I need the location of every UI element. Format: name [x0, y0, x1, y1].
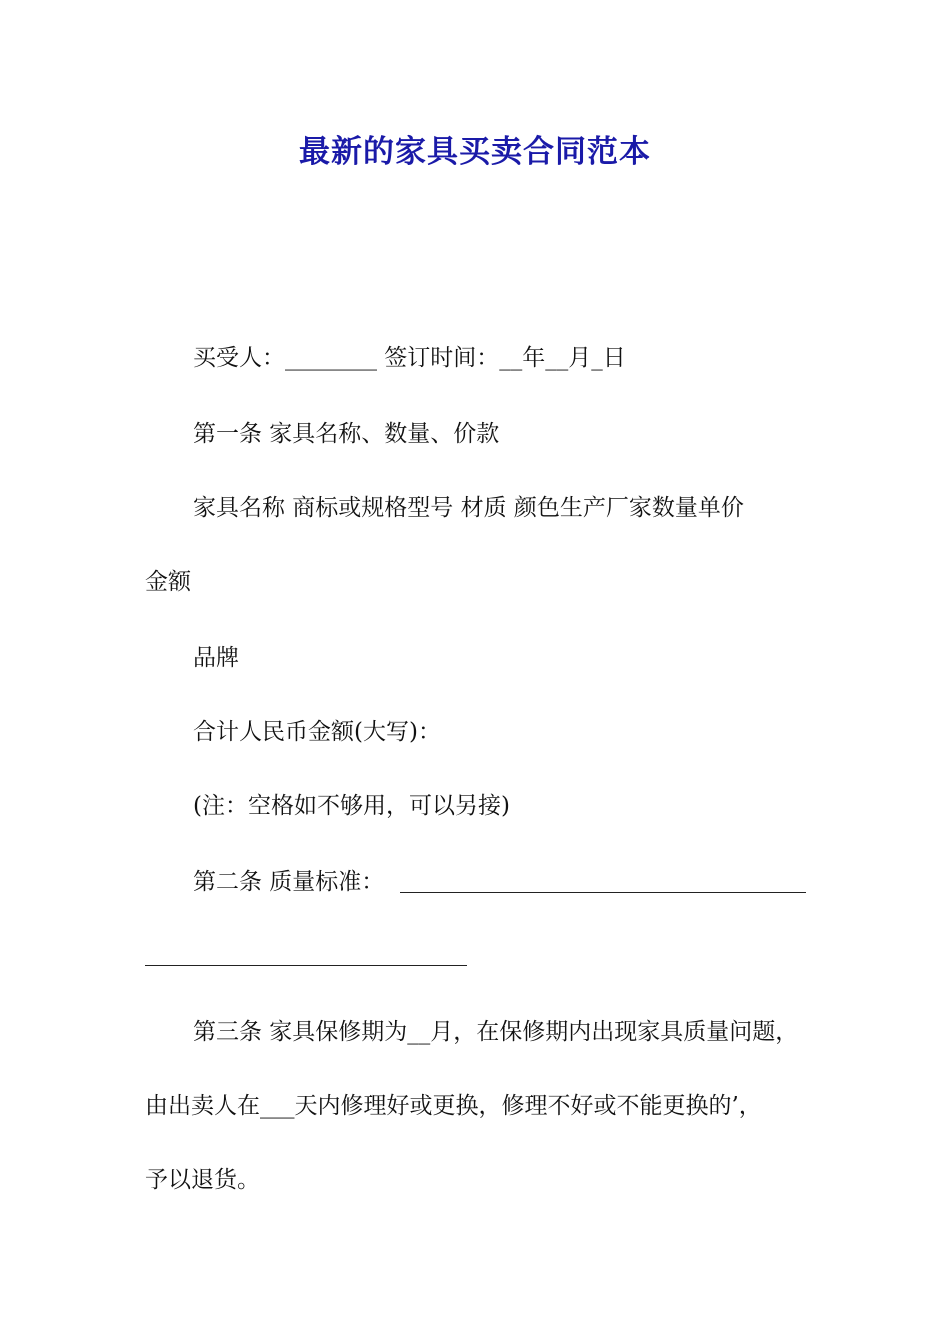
furniture-table-headers-continued: 金额 — [145, 569, 191, 595]
article-two-quality-standard: 第二条 质量标准： — [193, 869, 385, 895]
total-amount-line: 合计人民币金额(大写)： — [193, 719, 441, 745]
furniture-table-headers: 家具名称 商标或规格型号 材质 颜色生产厂家数量单价 — [193, 495, 744, 521]
document-title: 最新的家具买卖合同范本 — [299, 134, 651, 170]
quality-standard-blank-line — [400, 892, 806, 893]
article-three-warranty-end: 予以退货。 — [145, 1167, 260, 1193]
buyer-and-date-line: 买受人：________ 签订时间：__年__月_日 — [193, 345, 626, 371]
quality-standard-blank-line-continued — [145, 965, 467, 966]
note-line: (注：空格如不够用，可以另接) — [193, 793, 510, 819]
brand-line: 品牌 — [193, 645, 239, 671]
article-three-warranty-continued: 由出卖人在___天内修理好或更换，修理不好或不能更换的’， — [145, 1093, 762, 1119]
article-three-warranty: 第三条 家具保修期为__月，在保修期内出现家具质量问题， — [193, 1019, 799, 1045]
article-one-heading: 第一条 家具名称、数量、价款 — [193, 421, 500, 447]
